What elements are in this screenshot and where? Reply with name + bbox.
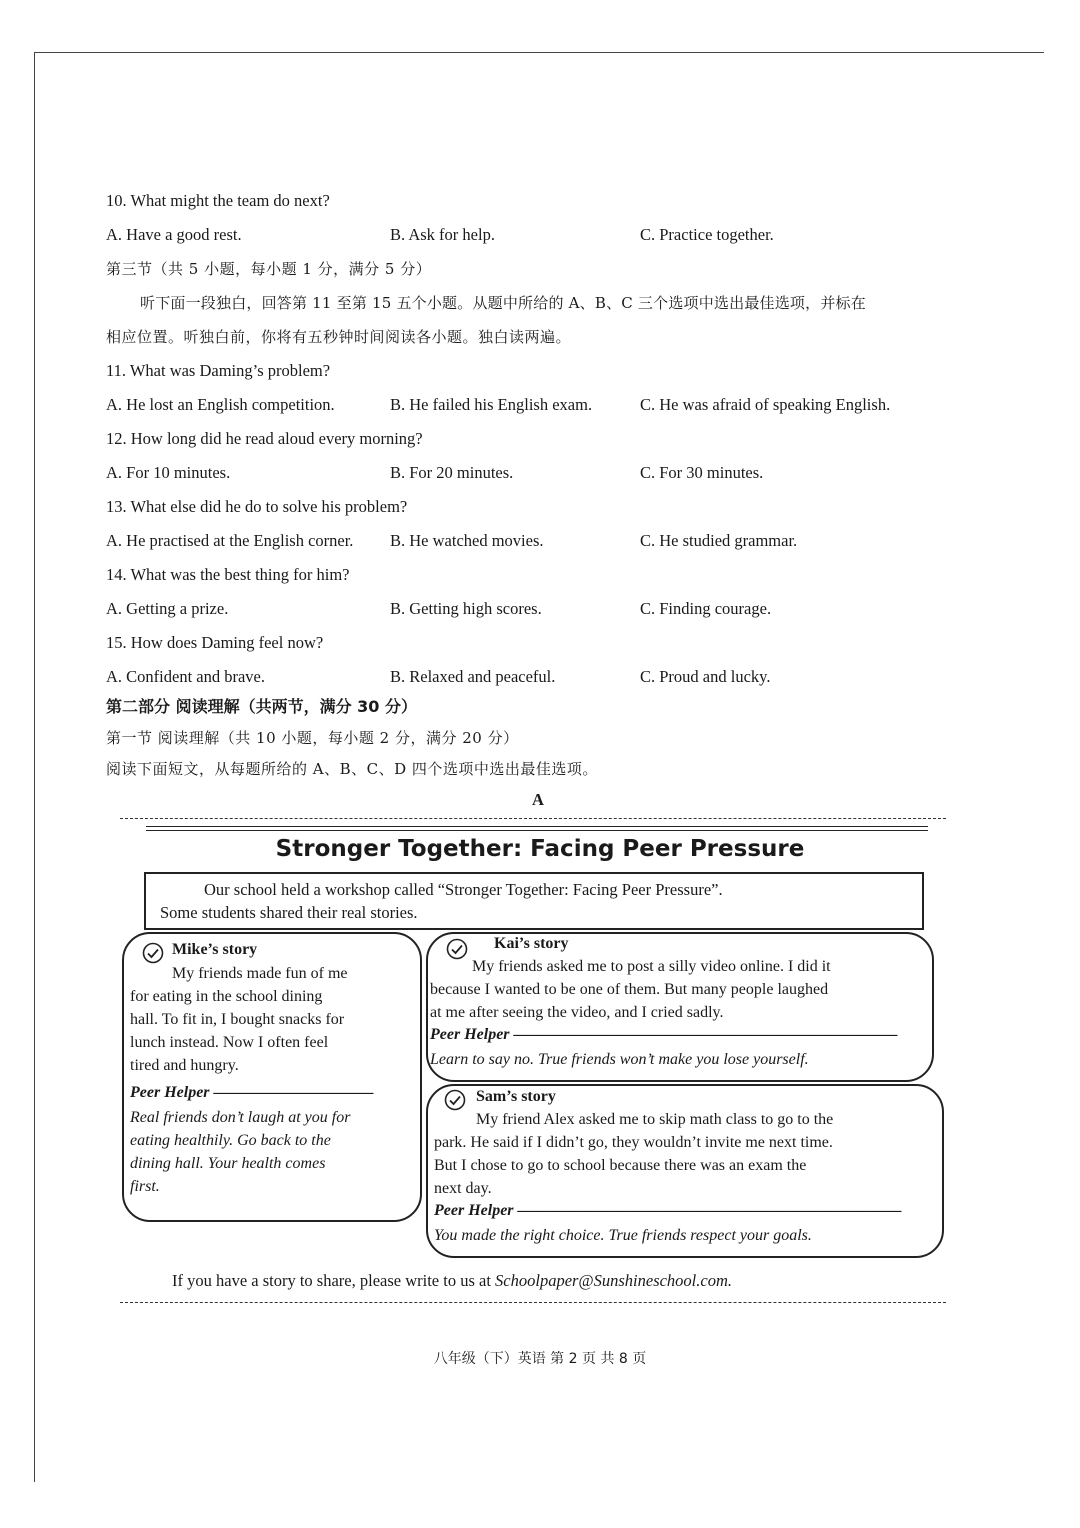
question-14-option-a: A. Getting a prize.	[106, 599, 229, 618]
mike-story-title: Mike’s story	[172, 941, 258, 958]
question-15-option-a: A. Confident and brave.	[106, 667, 265, 686]
kai-story-line: at me after seeing the video, and I cried sadly.	[430, 1004, 724, 1021]
kai-peer-helper-label: Peer Helper ————————————————————————	[430, 1026, 898, 1043]
sam-advice: You made the right choice. True friends respect your goals.	[434, 1227, 812, 1244]
mike-advice-line: first.	[130, 1178, 160, 1195]
page-frame-left	[34, 52, 35, 1482]
kai-story-title: Kai’s story	[494, 935, 569, 952]
question-14-option-c: C. Finding courage.	[640, 599, 772, 618]
poster-intro-line-2: Some students shared their real stories.	[160, 903, 418, 922]
sam-peer-helper-label: Peer Helper ————————————————————————	[434, 1202, 902, 1219]
contact-email: Schoolpaper@Sunshineschool.com.	[495, 1271, 733, 1290]
part-2-title: 第二部分 阅读理解（共两节，满分 30 分）	[106, 697, 417, 716]
page-frame-top	[34, 52, 1044, 53]
mike-peer-helper-label: Peer Helper ——————————	[130, 1084, 374, 1101]
mike-advice-line: eating healthily. Go back to the	[130, 1132, 331, 1149]
poster-intro-line-1: Our school held a workshop called “Stronger Together: Facing Peer Pressure”.	[204, 880, 723, 899]
question-12-stem: 12. How long did he read aloud every morning?	[106, 429, 423, 448]
question-13-option-a: A. He practised at the English corner.	[106, 531, 354, 550]
sam-story-line: But I chose to go to school because there was an exam the	[434, 1157, 807, 1174]
kai-advice: Learn to say no. True friends won’t make you lose yourself.	[430, 1051, 809, 1068]
question-10-stem: 10. What might the team do next?	[106, 191, 330, 210]
question-11-option-a: A. He lost an English competition.	[106, 395, 335, 414]
mike-story-line: tired and hungry.	[130, 1057, 239, 1074]
mike-story-line: My friends made fun of me	[172, 965, 348, 982]
question-13-stem: 13. What else did he do to solve his problem?	[106, 497, 408, 516]
question-11-stem: 11. What was Daming’s problem?	[106, 361, 331, 380]
reading-instruction: 阅读下面短文，从每题所给的 A、B、C、D 四个选项中选出最佳选项。	[106, 760, 598, 778]
question-15-stem: 15. How does Daming feel now?	[106, 633, 324, 652]
question-10-option-a: A. Have a good rest.	[106, 225, 242, 244]
mike-story-box	[122, 932, 422, 1222]
check-circle-icon	[142, 942, 164, 964]
sam-story-line: next day.	[434, 1180, 492, 1197]
question-13-option-b: B. He watched movies.	[390, 531, 544, 550]
mike-story-line: for eating in the school dining	[130, 988, 323, 1005]
question-15-option-c: C. Proud and lucky.	[640, 667, 771, 686]
check-circle-icon	[446, 938, 468, 960]
poster-rule-2	[146, 830, 928, 831]
reading-section-1-title: 第一节 阅读理解（共 10 小题，每小题 2 分，满分 20 分）	[106, 729, 519, 747]
question-10-option-b: B. Ask for help.	[390, 225, 495, 244]
question-14-option-b: B. Getting high scores.	[390, 599, 542, 618]
sam-story-line: park. He said if I didn’t go, they wouldn’t invite me next time.	[434, 1134, 833, 1151]
share-story-text: If you have a story to share, please write to us at	[172, 1271, 491, 1290]
kai-story-line: because I wanted to be one of them. But many people laughed	[430, 981, 829, 998]
kai-story-box	[426, 932, 934, 1082]
check-circle-icon	[444, 1089, 466, 1111]
section-3-instruction-line-1: 听下面一段独白，回答第 11 至第 15 五个小题。从题中所给的 A、B、C 三个选项中选出最佳选项，并标在	[140, 294, 866, 312]
question-11-option-c: C. He was afraid of speaking English.	[640, 395, 891, 414]
question-10-option-c: C. Practice together.	[640, 225, 774, 244]
question-12-option-b: B. For 20 minutes.	[390, 463, 514, 482]
share-story-line	[172, 1270, 732, 1292]
sam-story-title: Sam’s story	[476, 1088, 556, 1105]
mike-advice-line: Real friends don’t laugh at you for	[130, 1109, 351, 1126]
poster-title: Stronger Together: Facing Peer Pressure	[275, 836, 805, 862]
question-12-option-a: A. For 10 minutes.	[106, 463, 231, 482]
mike-advice-line: dining hall. Your health comes	[130, 1155, 326, 1172]
question-11-option-b: B. He failed his English exam.	[390, 395, 593, 414]
question-14-stem: 14. What was the best thing for him?	[106, 565, 350, 584]
question-12-option-c: C. For 30 minutes.	[640, 463, 764, 482]
question-15-option-b: B. Relaxed and peaceful.	[390, 667, 556, 686]
sam-story-line: My friend Alex asked me to skip math class to go to the	[476, 1111, 834, 1128]
kai-story-line: My friends asked me to post a silly video online. I did it	[472, 958, 831, 975]
section-3-instruction-line-2: 相应位置。听独白前，你将有五秒钟时间阅读各小题。独白读两遍。	[106, 328, 572, 346]
mike-story-line: hall. To fit in, I bought snacks for	[130, 1011, 345, 1028]
poster-intro-box	[144, 872, 924, 930]
mike-story-line: lunch instead. Now I often feel	[130, 1034, 329, 1051]
dashed-separator-top	[120, 818, 946, 819]
section-3-title: 第三节（共 5 小题，每小题 1 分，满分 5 分）	[106, 260, 432, 278]
passage-label: A	[532, 790, 544, 809]
page-footer: 八年级（下）英语 第 2 页 共 8 页	[433, 1351, 647, 1367]
sam-story-box	[426, 1084, 944, 1258]
question-13-option-c: C. He studied grammar.	[640, 531, 798, 550]
poster-rule-1	[146, 826, 928, 827]
dashed-separator-bottom	[120, 1302, 946, 1303]
